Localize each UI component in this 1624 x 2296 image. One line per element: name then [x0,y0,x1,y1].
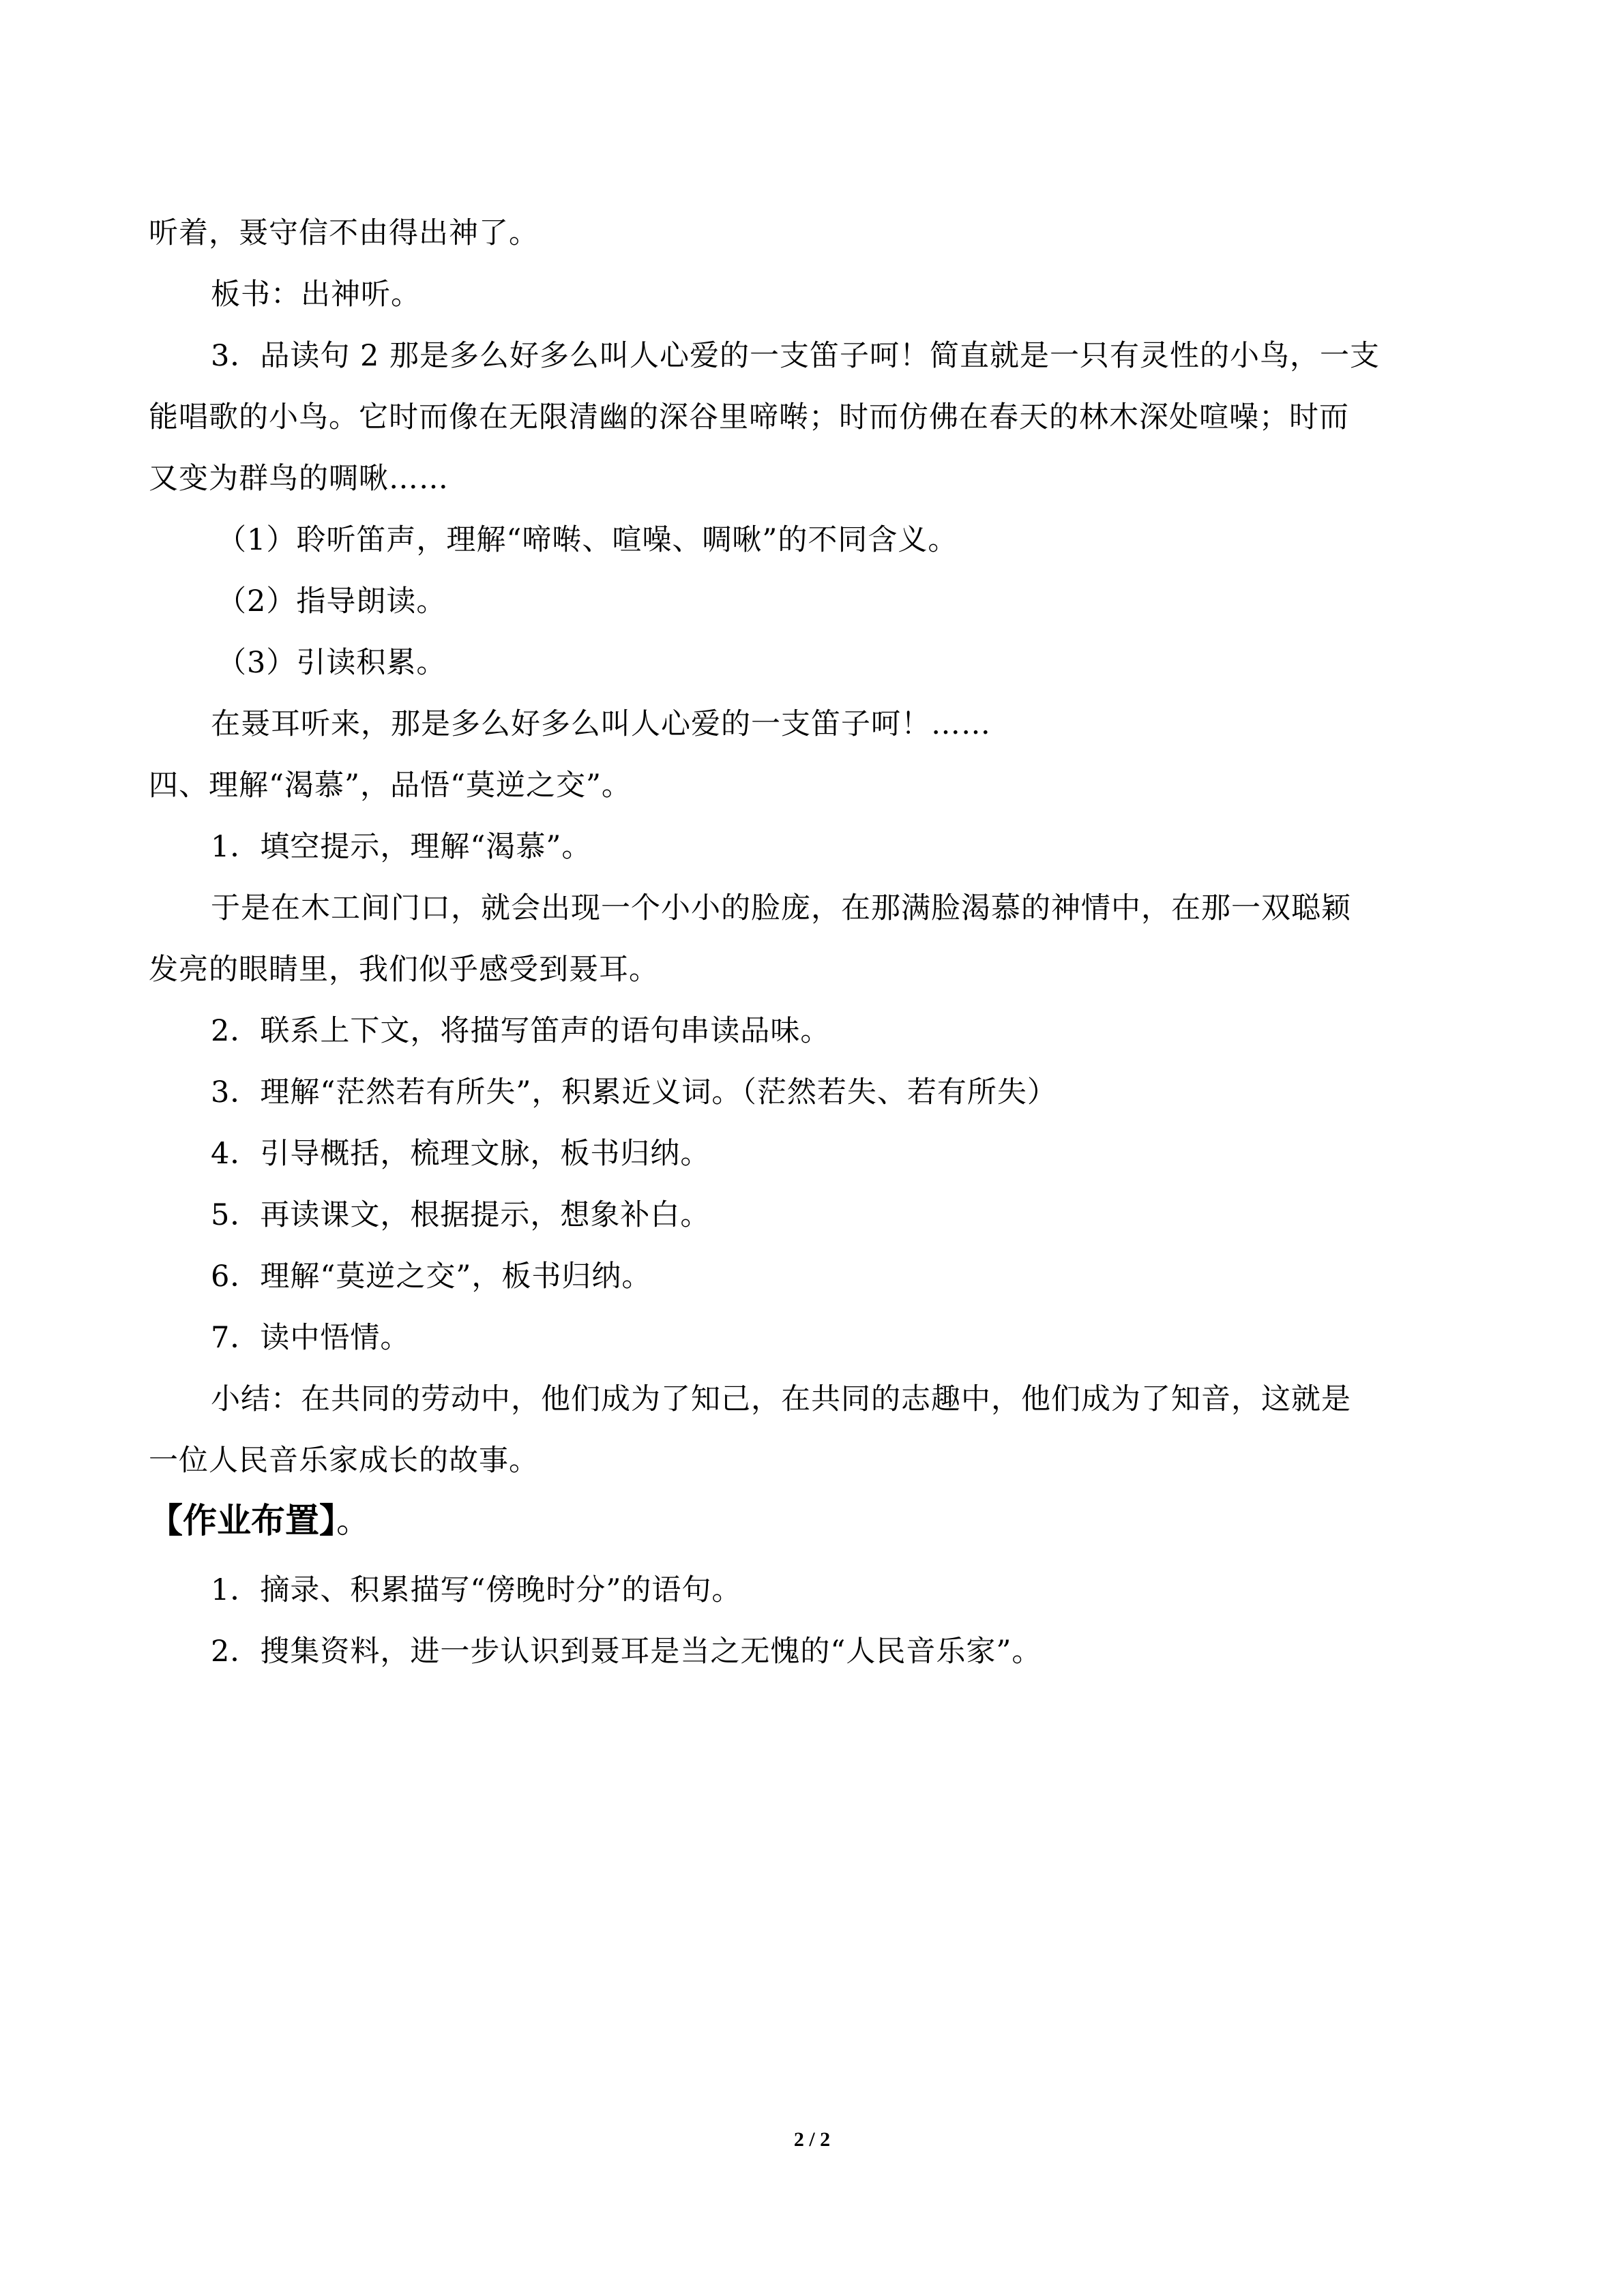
section-four-step-4: 4．引导概括，梳理文脉，板书归纳。 [211,1137,711,1171]
section-four-step-5: 5．再读课文，根据提示，想象补白。 [211,1198,711,1232]
section-four-step-2: 2．联系上下文，将描写笛声的语句串读品味。 [211,1014,831,1048]
sub-step-1: （1）聆听笛声，理解“啼啭、喧噪、啁啾”的不同含义。 [217,523,958,557]
sub-step-3: （3）引读积累。 [217,646,447,680]
section-four-step-7: 7．读中悟情。 [211,1321,411,1355]
homework-item-2: 2．搜集资料，进一步认识到聂耳是当之无愧的“人民音乐家”。 [211,1635,1042,1669]
homework-heading-text: 【作业布置】 [149,1501,336,1540]
step-3-line-1: 3．品读句 2 那是多么好多么叫人心爱的一支笛子呵！简直就是一只有灵性的小鸟，一支 [211,339,1381,373]
step-3-line-3: 又变为群鸟的啁啾…… [149,462,449,496]
section-four-heading: 四、理解“渴慕”，品悟“莫逆之交”。 [149,769,632,803]
sub-step-2: （2）指导朗读。 [217,584,447,618]
summary-line-2: 一位人民音乐家成长的故事。 [149,1444,539,1478]
passage-line-1: 于是在木工间门口，就会出现一个小小的脸庞，在那满脸渴慕的神情中，在那一双聪颖 [211,891,1351,925]
summary-line-1: 小结：在共同的劳动中，他们成为了知己，在共同的志趣中，他们成为了知音，这就是 [211,1382,1351,1416]
guided-reading-line: 在聂耳听来，那是多么好多么叫人心爱的一支笛子呵！…… [211,707,991,741]
section-four-step-6: 6．理解“莫逆之交”，板书归纳。 [211,1259,652,1294]
step-3-line-2: 能唱歌的小鸟。它时而像在无限清幽的深谷里啼啭；时而仿佛在春天的林木深处喧噪；时而 [149,400,1349,434]
blackboard-note: 板书：出神听。 [211,278,421,312]
homework-heading-trail: 。 [336,1501,370,1540]
page-number: 2 / 2 [793,2128,831,2151]
passage-line-2: 发亮的眼睛里，我们似乎感受到聂耳。 [149,953,659,987]
section-four-step-3: 3．理解“茫然若有所失”，积累近义词。（茫然若失、若有所失） [211,1075,1057,1109]
section-four-step-1: 1．填空提示，理解“渴慕”。 [211,830,592,864]
homework-item-1: 1．摘录、积累描写“傍晚时分”的语句。 [211,1573,742,1607]
homework-heading [149,1499,370,1542]
paragraph-continuation: 听着，聂守信不由得出神了。 [149,216,539,250]
